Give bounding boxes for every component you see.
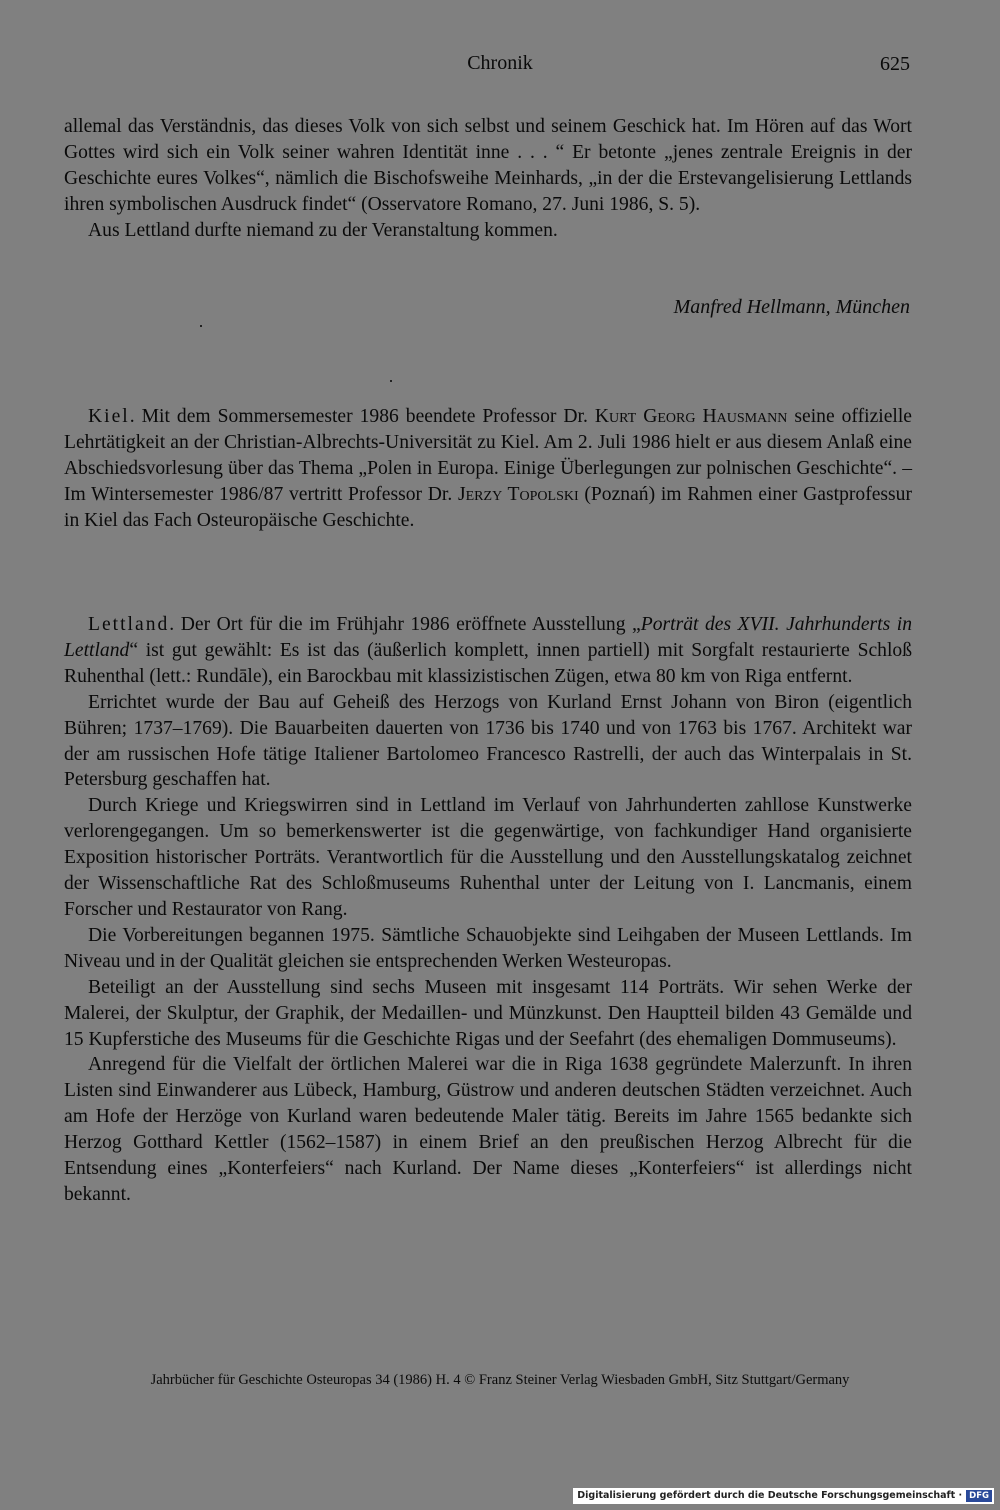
paragraph: Kiel. Mit dem Sommersemester 1986 beendete Professor Dr. Kurt Georg Hausmann seine offizielle Lehrtätigkeit an der Christian-Albrechts-Universität zu Kiel. Am 2. Juli 1986 hielt er aus diesem Anlaß eine Abschiedsvorlesung über das Thema „Polen in Europa. Einige Überlegungen zur polnischen Geschichte“. – Im Wintersemester 1986/87 vertritt Professor Dr. Jerzy Topolski (Poznań) im Rahmen einer Gastprofessur in Kiel das Fach Osteuropäische Geschichte. xyxy=(64,406,912,531)
place-heading: Kiel xyxy=(88,406,130,427)
exhibition-title: Porträt des XVII. Jahrhunderts in Lettland xyxy=(64,614,912,661)
paragraph: Die Vorbereitungen begannen 1975. Sämtliche Schauobjekte sind Leihgaben der Museen Lettlands. Im Niveau und in der Qualität gleichen sie entsprechenden Werken Westeuropas. xyxy=(64,924,912,972)
person-name: Jerzy Topolski xyxy=(458,483,579,505)
page-number: 625 xyxy=(880,53,910,75)
person-name: Kurt Georg Hausmann xyxy=(594,406,788,427)
dfg-watermark xyxy=(573,1488,994,1504)
running-head xyxy=(0,50,1000,80)
scan-speck xyxy=(200,325,202,327)
place-heading: Lettland xyxy=(88,614,170,635)
section-kiel xyxy=(64,404,912,534)
paragraph: Lettland. Der Ort für die im Frühjahr 1986 eröffnete Ausstellung „Porträt des XVII. Jahrhunderts in Lettland“ ist gut gewählt: Es ist das (äußerlich komplett, innen partiell) mit Sorgfalt restaurierte Schloß Ruhenthal (lett.: Rundāle), ein Barockbau mit klassizistischen Zügen, etwa 80 km von Riga entfernt. xyxy=(64,614,912,687)
paragraph: allemal das Verständnis, das dieses Volk von sich selbst und seinem Geschick hat. Im Hören auf das Wort Gottes wird sich ein Volk seiner wahren Identität inne . . . “ Er betonte „jenes zentrale Ereignis in der Geschichte eures Volkes“, nämlich die Bischofsweihe Meinhards, „in der die Erstevangelisierung Lettlands ihren symbolischen Ausdruck findet“ (Osservatore Romano, 27. Juni 1986, S. 5). xyxy=(64,116,912,215)
dfg-logo: DFG xyxy=(966,1490,992,1502)
paragraph: Errichtet wurde der Bau auf Geheiß des Herzogs von Kurland Ernst Johann von Biron (eigentlich Bühren; 1737–1769). Die Bauarbeiten dauerten von 1736 bis 1740 und von 1763 bis 1767. Architekt war der am russischen Hofe tätige Italiener Bartolomeo Francesco Rastrelli, der auch das Winterpalais in St. Petersburg geschaffen hat. xyxy=(64,691,912,791)
scan-speck xyxy=(390,380,392,382)
page-footer: Jahrbücher für Geschichte Osteuropas 34 (1986) H. 4 © Franz Steiner Verlag Wiesbaden GmbH, Sitz Stuttgart/Germany xyxy=(150,1372,850,1388)
paragraph: Durch Kriege und Kriegswirren sind in Lettland im Verlauf von Jahrhunderten zahllose Kunstwerke verlorengegangen. Um so bemerkenswerter ist die gegenwärtige, von fachkundiger Hand organisierte Exposition historischer Porträts. Verantwortlich für die Ausstellung und den Ausstellungskatalog zeichnet der Wissenschaftliche Rat des Schloßmuseums Ruhenthal unter der Leitung von I. Lancmanis, einem Forscher und Restaurator von Rang. xyxy=(64,795,912,920)
section-papal-visit xyxy=(64,114,912,244)
watermark-text: Digitalisierung gefördert durch die Deutsche Forschungsgemeinschaft · xyxy=(577,1490,963,1501)
page-header-title: Chronik xyxy=(467,52,533,74)
author-signature: Manfred Hellmann, München xyxy=(673,296,910,318)
paragraph: Aus Lettland durfte niemand zu der Veranstaltung kommen. xyxy=(88,219,558,241)
paragraph: Beteiligt an der Ausstellung sind sechs Museen mit insgesamt 114 Porträts. Wir sehen Werke der Malerei, der Skulptur, der Graphik, der Medaillen- und Münzkunst. Den Hauptteil bilden 43 Gemälde und 15 Kupferstiche des Museums für die Geschichte Rigas und der Seefahrt (des ehemaligen Dommuseums). xyxy=(64,976,912,1050)
paragraph: Anregend für die Vielfalt der örtlichen Malerei war die in Riga 1638 gegründete Malerzunft. In ihren Listen sind Einwanderer aus Lübeck, Hamburg, Güstrow und anderen deutschen Städten verzeichnet. Auch am Hofe der Herzöge von Kurland waren bedeutende Maler tätig. Bereits im Jahre 1565 bedankte sich Herzog Gotthard Kettler (1562–1587) in einem Brief an den preußischen Herzog Albrecht für die Entsendung eines „Konterfeiers“ nach Kurland. Der Name dieses „Konterfeiers“ ist allerdings nicht bekannt. xyxy=(64,1054,912,1205)
section-lettland xyxy=(64,612,912,1208)
